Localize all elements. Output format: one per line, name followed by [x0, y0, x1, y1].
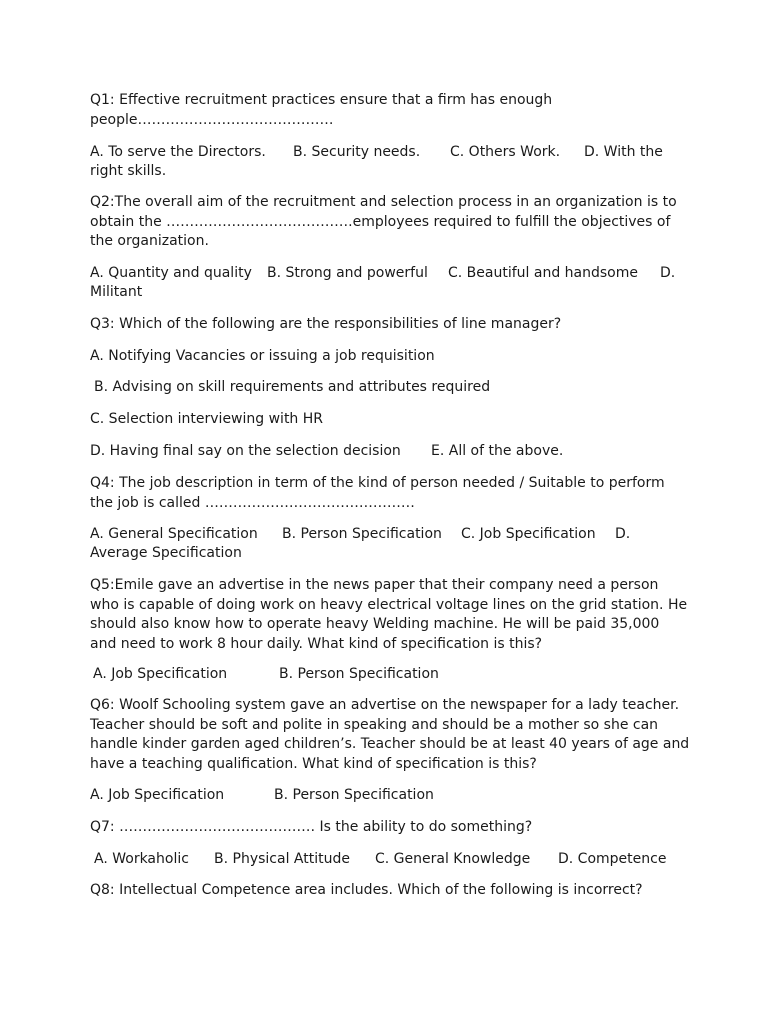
q7-option-b: B. Physical Attitude [214, 851, 350, 867]
q6-option-a: A. Job Specification [90, 787, 225, 803]
q1-option-a: A. To serve the Directors. [90, 144, 266, 160]
q1-option-d: D. With the [584, 144, 663, 160]
q4-option-b: B. Person Specification [282, 526, 442, 542]
q2-option-b: B. Strong and powerful [267, 265, 428, 281]
q3-option-c: C. Selection interviewing with HR [90, 411, 324, 427]
q7-question: Q7: …………………………………… Is the ability to do something? [90, 819, 533, 835]
q8-question: Q8: Intellectual Competence area includes. Which of the following is incorrect? [90, 882, 643, 898]
q2-options [90, 264, 690, 284]
q5-option-b: B. Person Specification [279, 666, 439, 682]
q1-question: Q1: Effective recruitment practices ensure that a firm has enough people…………………………………… [90, 92, 553, 128]
q6-options [90, 786, 690, 806]
q7-options [90, 850, 690, 870]
q4-option-a: A. General Specification [90, 526, 258, 542]
q2-question: Q2:The overall aim of the recruitment and selection process in an organization is to obtain the ………………………………….employees required to fulfill the objectives of the organization. [90, 194, 677, 249]
q6-question: Q6: Woolf Schooling system gave an advertise on the newspaper for a lady teacher. Teacher should be soft and polite in speaking and should be a mother so she can handle kinder garden aged children’s. Teacher should be at least 40 years of age and have a teaching qualification. What kind of specification is this? [90, 697, 690, 772]
q5-option-a: A. Job Specification [93, 666, 228, 682]
q2-options-cont: Militant [90, 284, 143, 300]
q3-option-d: D. Having final say on the selection decision [90, 443, 401, 459]
q4-option-d: D. [615, 526, 631, 542]
q7-option-c: C. General Knowledge [375, 851, 531, 867]
q3-option-b: B. Advising on skill requirements and attributes required [94, 379, 491, 395]
q7-option-d: D. Competence [558, 851, 667, 867]
q2-option-c: C. Beautiful and handsome [448, 265, 638, 281]
q4-options-cont: Average Specification [90, 545, 242, 561]
q4-question: Q4: The job description in term of the kind of person needed / Suitable to perform the job is called ……………………………………… [90, 475, 665, 511]
q5-question: Q5:Emile gave an advertise in the news paper that their company need a person who is capable of doing work on heavy electrical voltage lines on the grid station. He should also know how to operate heavy Welding machine. He will be paid 35,000 and need to work 8 hour daily. What kind of specification is this? [90, 577, 688, 652]
q4-option-c: C. Job Specification [461, 526, 596, 542]
q1-option-b: B. Security needs. [293, 144, 421, 160]
q1-option-c: C. Others Work. [450, 144, 561, 160]
q3-option-a: A. Notifying Vacancies or issuing a job requisition [90, 348, 435, 364]
q2-option-d: D. [660, 265, 676, 281]
q3-question: Q3: Which of the following are the responsibilities of line manager? [90, 316, 562, 332]
q3-option-e: E. All of the above. [431, 443, 564, 459]
q5-options [90, 665, 690, 685]
q7-option-a: A. Workaholic [94, 851, 189, 867]
q1-options-cont: right skills. [90, 163, 167, 179]
q6-option-b: B. Person Specification [274, 787, 434, 803]
q4-options [90, 525, 690, 545]
q3-options-de [90, 442, 690, 462]
q1-options [90, 143, 690, 163]
q2-option-a: A. Quantity and quality [90, 265, 252, 281]
